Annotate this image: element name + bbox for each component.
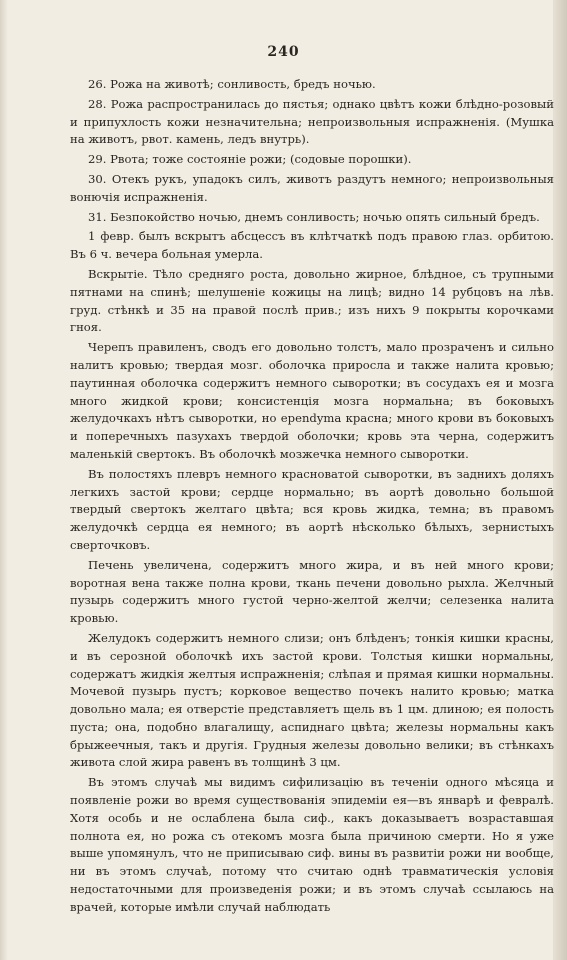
paragraph: 29. Рвота; тоже состояніе рожи; (содовые порошки). [88,152,412,167]
paragraph: 28. Рожа распространилась до пястья; однако цвѣтъ кожи блѣдно-розовый и припухлость кожи незначительна; непроизвольныя испражненія. (Мушка на животъ, рвот. камень, ледъ внутрь). [70,96,554,147]
paragraph: 31. Безпокойство ночью, днемъ сонливость; ночью опять сильный бредъ. [88,209,540,224]
body-text [70,76,554,919]
paragraph: Въ полостяхъ плевръ немного красноватой сыворотки, въ заднихъ доляхъ легкихъ застой крови; сердце нормально; въ аортѣ довольно большой твердый свертокъ желтаго цвѣта; вся кровь жидка, темна; въ правомъ желудочкѣ сердца ея немного; въ аортѣ нѣсколько бѣлыхъ, зернистыхъ сверточковъ. [70,466,554,552]
paragraph: Желудокъ содержитъ немного слизи; онъ блѣденъ; тонкія кишки красны, и въ серозной оболочкѣ ихъ застой крови. Толстыя кишки нормальны, содержатъ жидкія желтыя испражненія; слѣпая и прямая кишки нормальны. Мочевой пузырь пустъ; корковое вещество почекъ налито кровью; матка довольно мала; ея отверстіе представляетъ щель въ 1 цм. длиною; ея полость пуста; она, подобно влагалищу, аспиднаго цвѣта; железы нормальны какъ брыжеечныя, такъ и другія. Грудныя железы довольно велики; въ стѣнкахъ живота слой жира равенъ въ толщинѣ 3 цм. [70,630,554,770]
paragraph: Печень увеличена, содержитъ много жира, и въ ней много крови; воротная вена также полна крови, ткань печени довольно рыхла. Желчный пузырь содержитъ много густой черно-желтой желчи; селезенка налита кровью. [70,557,554,626]
page-edge-shadow [553,0,567,960]
page-number: 240 [267,44,300,60]
paragraph: Вскрытіе. Тѣло средняго роста, довольно жирное, блѣдное, съ трупными пятнами на спинѣ; шелушеніе кожицы на лицѣ; видно 14 рубцовъ на лѣв. груд. стѣнкѣ и 35 на правой послѣ прив.; изъ нихъ 9 покрыты корочками гноя. [70,266,554,335]
paragraph: 1 февр. былъ вскрытъ абсцессъ въ клѣтчаткѣ подъ правою глаз. орбитою. Въ 6 ч. вечера больная умерла. [70,229,554,262]
paragraph: 26. Рожа на животѣ; сонливость, бредъ ночью. [88,77,376,91]
paragraph: 30. Отекъ рукъ, упадокъ силъ, животъ раздутъ немного; непроизвольныя вонючія испражненія. [70,171,554,204]
paragraph: Въ этомъ случаѣ мы видимъ сифилизацію въ теченіи одного мѣсяца и появленіе рожи во время существованія эпидеміи ея—въ январѣ и февралѣ. Хотя особь и не ослаблена была сиф., какъ доказываетъ возраставшая полнота ея, но рожа съ отекомъ мозга была причиною смерти. Но я уже выше упомянулъ, что не приписываю сиф. вины въ развитіи рожи ни вообще, ни въ этомъ случаѣ, потому что считаю однѣ травматическія условія недостаточными для произведенія рожи; и въ этомъ случаѣ ссылаюсь на врачей, которые имѣли случай наблюдать [70,775,554,914]
paragraph: Черепъ правиленъ, сводъ его довольно толстъ, мало прозраченъ и сильно налитъ кровью; твердая мозг. оболочка приросла и также налита кровью; паутинная оболочка содержитъ немного сыворотки; въ сосудахъ ея и мозга много жидкой крови; консистенція мозга нормальна; въ боковыхъ желудочкахъ нѣтъ сыворотки, но ependyma красна; много крови въ боковыхъ и поперечныхъ пазухахъ твердой оболочки; кровь эта черна, содержитъ маленькій свертокъ. Въ оболочкѣ мозжечка немного сыворотки. [70,340,554,461]
page-spine-shadow [0,0,8,960]
